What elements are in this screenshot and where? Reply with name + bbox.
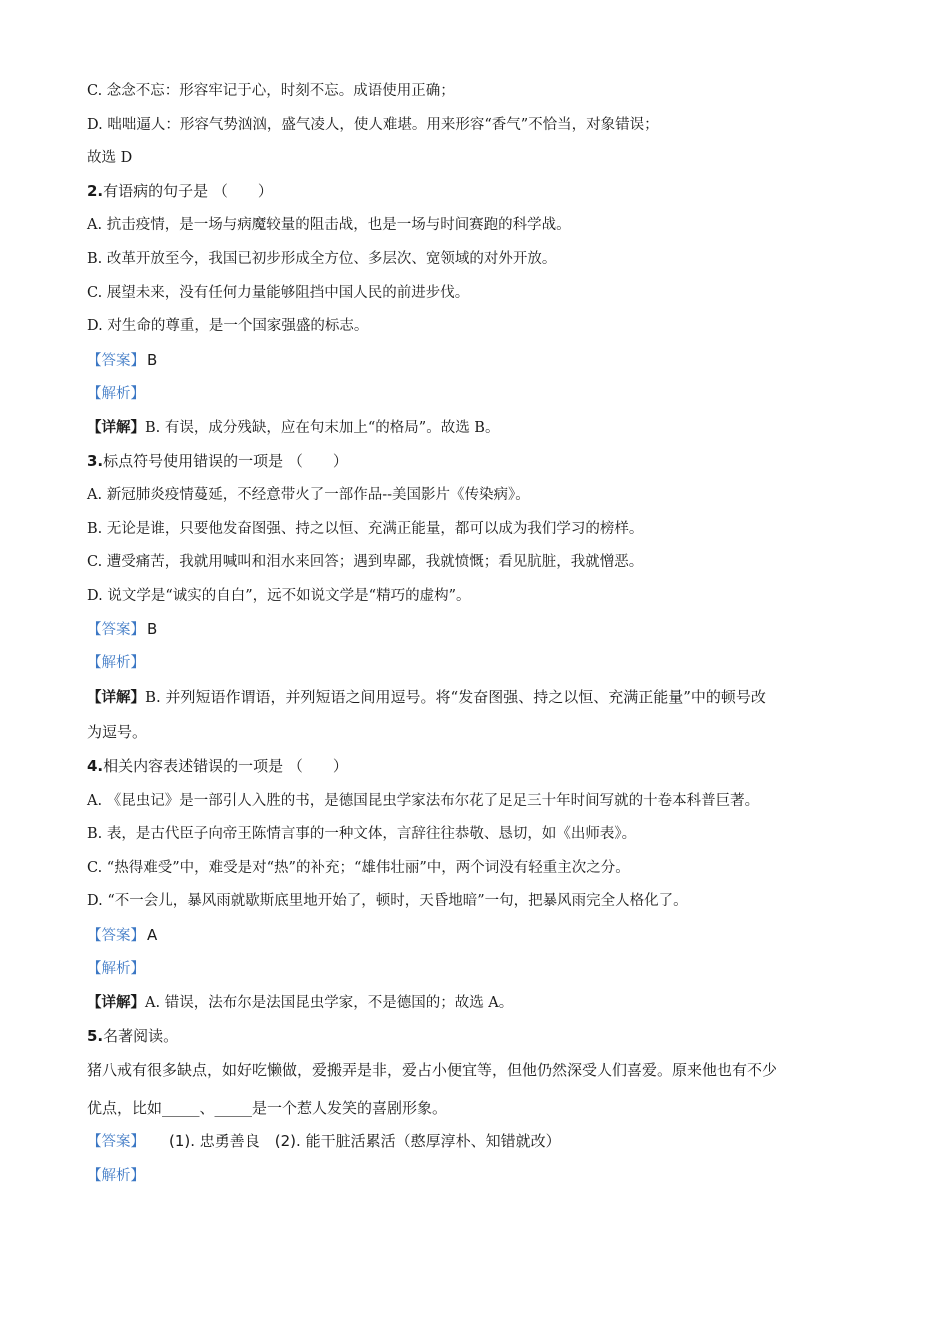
q3-option-d: D. 说文学是“诚实的自白”，远不如说文学是“精巧的虚构”。 — [87, 588, 471, 604]
q3-option-a: A. 新冠肺炎疫情蔓延，不经意带火了一部作品--美国影片《传染病》。 — [87, 487, 530, 503]
q4-answer — [87, 925, 157, 946]
q4-option-a: A. 《昆虫记》是一部引人入胜的书，是德国昆虫学家法布尔花了足足三十年时间写就的十卷本科普巨著。 — [87, 793, 760, 809]
q4-option-c: C. “热得难受”中，难受是对“热”的补充；“雄伟壮丽”中，两个词没有轻重主次之分。 — [87, 860, 630, 876]
q5-passage-line-2: 优点，比如_____、_____是一个惹人发笑的喜剧形象。 — [87, 1099, 448, 1117]
analysis-tag: 【解析】 — [87, 655, 145, 671]
question-text: 标点符号使用错误的一项是 （ ） — [103, 452, 348, 470]
answer-tag: 【答案】 — [87, 622, 145, 638]
option-c-explanation: C. 念念不忘：形容牢记于心，时刻不忘。成语使用正确； — [87, 83, 455, 99]
answer-tag: 【答案】 — [87, 1134, 145, 1150]
detail-text: B. 有误，成分残缺，应在句末加上“的格局”。故选 B。 — [145, 420, 500, 436]
q2-analysis — [87, 384, 145, 404]
q3-option-b: B. 无论是谁，只要他发奋图强、持之以恒、充满正能量，都可以成为我们学习的榜样。 — [87, 521, 644, 537]
q3-answer — [87, 619, 157, 640]
q4-option-d: D. “不一会儿，暴风雨就歇斯底里地开始了，顿时，天昏地暗”一句，把暴风雨完全人格化了。 — [87, 893, 688, 909]
analysis-tag: 【解析】 — [87, 386, 145, 402]
q2-option-b: B. 改革开放至今，我国已初步形成全方位、多层次、宽领域的对外开放。 — [87, 251, 557, 267]
question-number: 3. — [87, 452, 104, 470]
question-2 — [87, 181, 273, 201]
question-5 — [87, 1026, 178, 1046]
question-number: 2. — [87, 182, 104, 200]
q5-passage-line-1: 猪八戒有很多缺点，如好吃懒做，爱搬弄是非，爱占小便宜等，但他仍然深受人们喜爱。原来他也有不少 — [87, 1061, 778, 1079]
analysis-tag: 【解析】 — [87, 961, 145, 977]
option-d-explanation: D. 咄咄逼人：形容气势汹汹，盛气凌人，使人难堪。用来形容“香气”不恰当，对象错误； — [87, 117, 659, 133]
q5-answer — [87, 1131, 561, 1152]
question-3 — [87, 451, 348, 471]
detail-tag: 【详解】 — [87, 690, 145, 706]
q2-detail — [87, 418, 499, 438]
q3-detail-continued: 为逗号。 — [87, 723, 148, 741]
question-4 — [87, 756, 348, 776]
q2-answer — [87, 350, 157, 371]
q5-analysis — [87, 1166, 145, 1186]
q2-option-c: C. 展望未来，没有任何力量能够阻挡中国人民的前进步伐。 — [87, 285, 470, 301]
q4-detail — [87, 993, 513, 1013]
question-text: 名著阅读。 — [103, 1027, 179, 1045]
answer-value: B — [147, 620, 158, 638]
question-text: 有语病的句子是 （ ） — [103, 182, 273, 200]
q3-detail — [87, 687, 766, 708]
answer-value: (1). 忠勇善良 (2). 能干脏活累活（憨厚淳朴、知错就改） — [169, 1132, 561, 1150]
answer-tag: 【答案】 — [87, 928, 145, 944]
detail-text: B. 并列短语作谓语，并列短语之间用逗号。将“发奋图强、持之以恒、充满正能量”中的顿号改 — [145, 688, 766, 706]
detail-tag: 【详解】 — [87, 420, 145, 436]
question-number: 5. — [87, 1027, 104, 1045]
detail-tag: 【详解】 — [87, 995, 145, 1011]
question-number: 4. — [87, 757, 104, 775]
q2-option-a: A. 抗击疫情，是一场与病魔较量的阻击战，也是一场与时间赛跑的科学战。 — [87, 217, 571, 233]
answer-tag: 【答案】 — [87, 353, 145, 369]
q3-option-c: C. 遭受痛苦，我就用喊叫和泪水来回答；遇到卑鄙，我就愤慨；看见肮脏，我就憎恶。 — [87, 554, 644, 570]
answer-value: A — [147, 926, 158, 944]
q3-analysis — [87, 653, 145, 673]
q2-option-d: D. 对生命的尊重，是一个国家强盛的标志。 — [87, 318, 369, 334]
analysis-tag: 【解析】 — [87, 1168, 145, 1184]
answer-value: B — [147, 351, 158, 369]
choice-conclusion: 故选 D — [87, 150, 133, 166]
q4-analysis — [87, 959, 145, 979]
question-text: 相关内容表述错误的一项是 （ ） — [103, 757, 348, 775]
detail-text: A. 错误，法布尔是法国昆虫学家，不是德国的；故选 A。 — [145, 995, 514, 1011]
q4-option-b: B. 表，是古代臣子向帝王陈情言事的一种文体，言辞往往恭敬、恳切，如《出师表》。 — [87, 826, 637, 842]
